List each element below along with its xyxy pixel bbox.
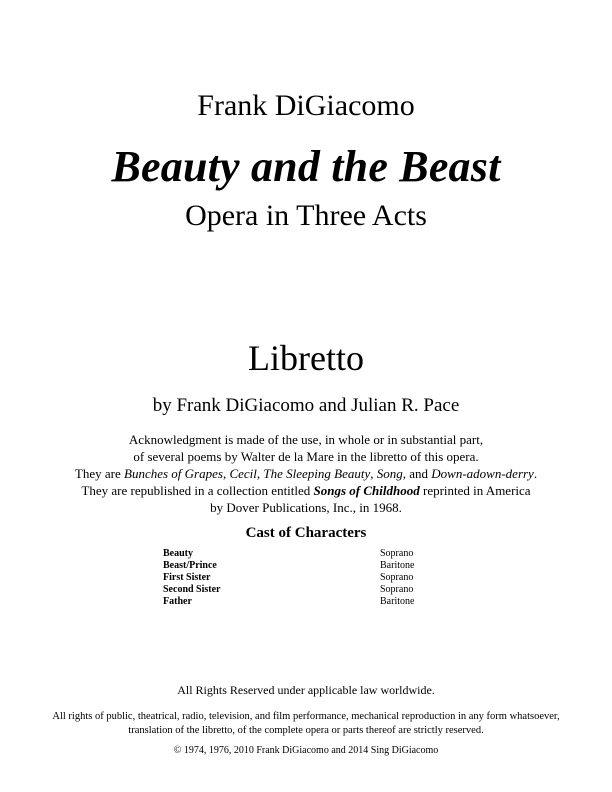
acknowledgment-line-2: of several poems by Walter de la Mare in the libretto of this opera. [133, 449, 479, 464]
cast-row [0, 548, 612, 560]
acknowledgment-line-3 [0, 465, 612, 482]
cast-row [0, 572, 612, 584]
voice-type: Soprano [380, 548, 414, 559]
poem-separator: , and [402, 466, 432, 481]
rights-detail-line-2: translation of the libretto, of the complete opera or parts thereof are strictly reserved. [128, 725, 484, 736]
acknowledgment-line-1: Acknowledgment is made of the use, in whole or in substantial part, [128, 432, 484, 447]
ack-line3-suffix: . [533, 466, 538, 481]
character-name: Second Sister [163, 584, 221, 595]
poem-title: Cecil [229, 466, 257, 481]
character-name: First Sister [163, 572, 211, 583]
poem-title: The Sleeping Beauty [263, 466, 371, 481]
voice-type: Baritone [380, 596, 415, 607]
ack-line4-suffix: reprinted in America [419, 483, 531, 498]
libretto-heading: Libretto [248, 338, 364, 378]
composer-name: Frank DiGiacomo [197, 89, 415, 122]
opera-subtitle: Opera in Three Acts [185, 199, 427, 232]
character-name: Beauty [163, 548, 193, 559]
poem-title: Song [376, 466, 403, 481]
libretto-authors: by Frank DiGiacomo and Julian R. Pace [152, 395, 460, 416]
poem-title: Bunches of Grapes [124, 466, 223, 481]
cast-row [0, 584, 612, 596]
rights-statement: All Rights Reserved under applicable law worldwide. [177, 683, 435, 697]
poem-separator: , [222, 466, 230, 481]
ack-line3-prefix: They are [74, 466, 125, 481]
cast-heading: Cast of Characters [245, 525, 367, 541]
voice-type: Soprano [380, 584, 414, 595]
copyright-notice: © 1974, 1976, 2010 Frank DiGiacomo and 2014 Sing DiGiacomo [173, 745, 439, 756]
cast-row [0, 560, 612, 572]
acknowledgment-line-4 [0, 482, 612, 499]
acknowledgment-line-5: by Dover Publications, Inc., in 1968. [210, 500, 402, 515]
voice-type: Baritone [380, 560, 415, 571]
poem-separator: , [256, 466, 264, 481]
opera-title: Beauty and the Beast [111, 142, 501, 191]
poem-separator: , [370, 466, 377, 481]
rights-detail-line-1: All rights of public, theatrical, radio, television, and film performance, mechanical reproduction in any form whatsoever, [52, 711, 560, 722]
character-name: Beast/Prince [163, 560, 217, 571]
cast-row [0, 596, 612, 608]
ack-line4-prefix: They are republished in a collection entitled [81, 483, 314, 498]
collection-title: Songs of Childhood [313, 483, 420, 498]
voice-type: Soprano [380, 572, 414, 583]
poem-title: Down-adown-derry [431, 466, 534, 481]
character-name: Father [163, 596, 192, 607]
